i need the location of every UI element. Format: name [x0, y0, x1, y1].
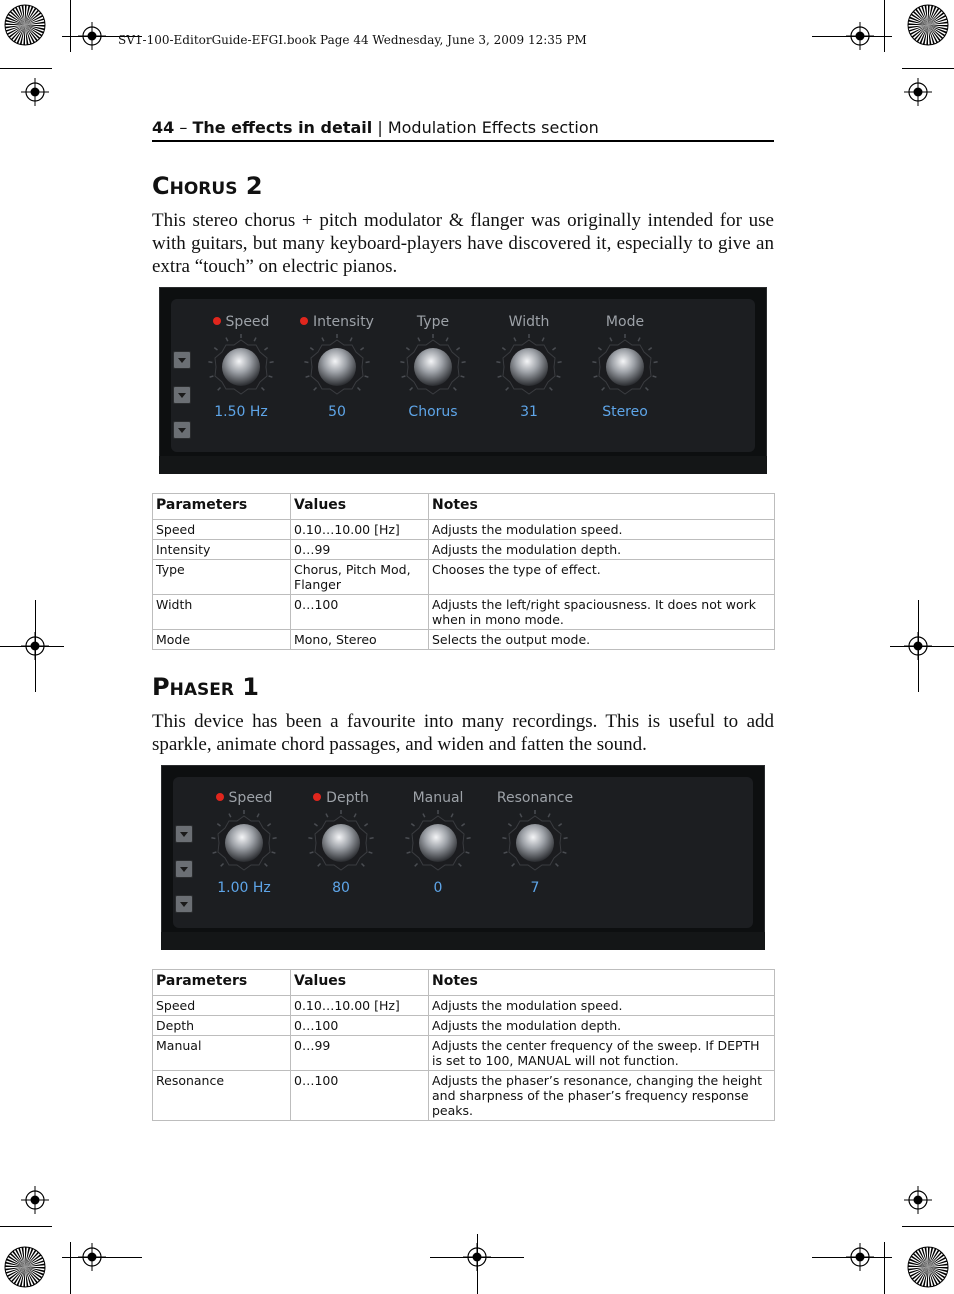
panel-footer	[159, 456, 767, 474]
knob-label-text: Intensity	[313, 314, 374, 330]
cell-notes: Adjusts the modulation speed.	[429, 996, 775, 1016]
phaser-description: This device has been a favourite into many recordings. This is useful to add sparkle, animate chord passages, and widen and fatten the sound.	[152, 711, 774, 755]
column-header-parameters: Parameters	[153, 494, 291, 520]
corner-rosette-bottom-right	[907, 1246, 949, 1288]
knob-label-text: Type	[416, 314, 450, 330]
phaser-heading-number: 1	[242, 673, 259, 701]
chorus-effect-panel	[159, 287, 767, 474]
knob-value: 1.00 Hz	[217, 880, 271, 896]
cell-values: 0…100	[291, 1016, 429, 1036]
knob-label-text: Width	[508, 314, 550, 330]
running-head	[152, 118, 774, 142]
knob-control-width[interactable]	[481, 314, 577, 420]
knob-dial[interactable]	[207, 806, 281, 880]
knob-value: 7	[530, 880, 540, 896]
cell-values: 0…100	[291, 595, 429, 630]
running-head-separator: |	[377, 118, 383, 137]
chapter-title: The effects in detail	[192, 118, 373, 137]
dropdown-arrow-button[interactable]	[175, 860, 193, 878]
knob-value: 80	[332, 880, 350, 896]
cell-parameter: Intensity	[153, 540, 291, 560]
knob-control-mode[interactable]	[577, 314, 673, 420]
cell-parameter: Depth	[153, 1016, 291, 1036]
cell-values: 0…99	[291, 540, 429, 560]
phaser-heading	[152, 673, 259, 701]
crop-line	[812, 36, 892, 37]
cell-notes: Selects the output mode.	[429, 630, 775, 650]
registration-mark	[904, 1186, 932, 1214]
corner-rosette-top-left	[4, 4, 46, 46]
knob-label-text: Speed	[228, 790, 273, 806]
cell-notes: Adjusts the modulation depth.	[429, 540, 775, 560]
knob-label	[196, 790, 292, 806]
crop-line	[884, 0, 885, 52]
cell-notes: Adjusts the left/right spaciousness. It does not work when in mono mode.	[429, 595, 775, 630]
panel-footer	[161, 932, 765, 950]
knob-label	[193, 314, 289, 330]
knob-dial[interactable]	[401, 806, 475, 880]
dropdown-arrow-button[interactable]	[175, 825, 193, 843]
knob-control-depth[interactable]	[293, 790, 389, 896]
crop-line	[62, 1257, 142, 1258]
phaser-heading-smallcaps: HASER	[169, 680, 234, 700]
knob-label-text: Speed	[225, 314, 270, 330]
knob-value: 0	[433, 880, 443, 896]
knob-label	[293, 790, 389, 806]
cell-values: 0…100	[291, 1071, 429, 1121]
cell-notes: Adjusts the phaser’s resonance, changing the height and sharpness of the phaser’s frequency response peaks.	[429, 1071, 775, 1121]
dropdown-arrow-button[interactable]	[173, 351, 191, 369]
crop-line	[0, 646, 64, 647]
column-header-parameters: Parameters	[153, 970, 291, 996]
chorus-heading-initial: C	[152, 172, 170, 200]
cell-parameter: Speed	[153, 520, 291, 540]
knob-label-text: Resonance	[496, 790, 574, 806]
table-row	[153, 1071, 775, 1121]
crop-line	[477, 1234, 478, 1294]
knob-dial[interactable]	[492, 330, 566, 404]
table-row	[153, 1036, 775, 1071]
cell-values: 0…99	[291, 1036, 429, 1071]
crop-line	[884, 1242, 885, 1294]
knob-label	[481, 314, 577, 330]
knob-control-resonance[interactable]	[487, 790, 583, 896]
column-header-values: Values	[291, 494, 429, 520]
knob-label-text: Mode	[605, 314, 645, 330]
table-row	[153, 520, 775, 540]
registration-mark	[904, 78, 932, 106]
knob-dial[interactable]	[498, 806, 572, 880]
knob-control-speed[interactable]	[196, 790, 292, 896]
corner-rosette-bottom-left	[4, 1246, 46, 1288]
knob-value: Stereo	[602, 404, 648, 420]
phaser-effect-panel	[161, 765, 765, 950]
cell-parameter: Type	[153, 560, 291, 595]
knob-dial[interactable]	[304, 806, 378, 880]
cell-parameter: Manual	[153, 1036, 291, 1071]
knob-control-type[interactable]	[385, 314, 481, 420]
phaser-heading-initial: P	[152, 673, 170, 701]
chorus-description: This stereo chorus + pitch modulator & flanger was originally intended for use with guitars, but many keyboard-players have discovered it, especially to give an extra “touch” on electric pianos.	[152, 210, 774, 277]
knob-dial[interactable]	[204, 330, 278, 404]
knob-dial[interactable]	[588, 330, 662, 404]
page-number: 44	[152, 118, 175, 137]
crop-line	[918, 600, 919, 692]
knob-label	[385, 314, 481, 330]
cell-parameter: Speed	[153, 996, 291, 1016]
cell-parameter: Mode	[153, 630, 291, 650]
chorus-heading	[152, 172, 263, 200]
table-row	[153, 996, 775, 1016]
knob-label-text: Depth	[326, 790, 369, 806]
table-row	[153, 1016, 775, 1036]
cell-values: 0.10…10.00 [Hz]	[291, 520, 429, 540]
knob-label	[289, 314, 385, 330]
knob-label-text: Manual	[412, 790, 464, 806]
knob-control-speed[interactable]	[193, 314, 289, 420]
table-row	[153, 560, 775, 595]
crop-line	[35, 600, 36, 692]
active-indicator-dot	[213, 317, 221, 325]
cell-notes: Chooses the type of effect.	[429, 560, 775, 595]
cell-values: Mono, Stereo	[291, 630, 429, 650]
cell-parameter: Width	[153, 595, 291, 630]
table-row	[153, 595, 775, 630]
knob-value: 31	[520, 404, 538, 420]
crop-line	[812, 1257, 892, 1258]
knob-control-intensity[interactable]	[289, 314, 385, 420]
crop-line	[890, 646, 954, 647]
table-row	[153, 630, 775, 650]
active-indicator-dot	[313, 793, 321, 801]
dropdown-arrow-button[interactable]	[175, 895, 193, 913]
knob-label	[390, 790, 486, 806]
print-slug: SV1-100-EditorGuide-EFGI.book Page 44 Wednesday, June 3, 2009 12:35 PM	[118, 33, 587, 47]
table-header-row	[153, 494, 775, 520]
section-title: Modulation Effects section	[387, 118, 599, 137]
knob-value: 50	[328, 404, 346, 420]
crop-line	[902, 68, 954, 69]
table-row	[153, 540, 775, 560]
cell-notes: Adjusts the modulation depth.	[429, 1016, 775, 1036]
active-indicator-dot	[216, 793, 224, 801]
dropdown-arrow-button[interactable]	[173, 421, 191, 439]
crop-line	[902, 1226, 954, 1227]
knob-label	[577, 314, 673, 330]
corner-rosette-top-right	[907, 4, 949, 46]
registration-mark	[21, 1186, 49, 1214]
crop-line	[70, 1242, 71, 1294]
column-header-notes: Notes	[429, 494, 775, 520]
crop-line	[0, 1226, 52, 1227]
knob-dial[interactable]	[396, 330, 470, 404]
registration-mark	[21, 78, 49, 106]
knob-dial[interactable]	[300, 330, 374, 404]
phaser-parameters-table	[152, 969, 775, 1121]
crop-line	[70, 0, 71, 52]
cell-values: 0.10…10.00 [Hz]	[291, 996, 429, 1016]
crop-line	[0, 68, 52, 69]
knob-value: Chorus	[408, 404, 458, 420]
knob-label	[487, 790, 583, 806]
cell-notes: Adjusts the modulation speed.	[429, 520, 775, 540]
chorus-parameters-table	[152, 493, 775, 650]
knob-control-manual[interactable]	[390, 790, 486, 896]
column-header-notes: Notes	[429, 970, 775, 996]
table-header-row	[153, 970, 775, 996]
running-head-dash: –	[179, 118, 188, 137]
cell-values: Chorus, Pitch Mod, Flanger	[291, 560, 429, 595]
chorus-heading-number: 2	[245, 172, 263, 200]
knob-value: 1.50 Hz	[214, 404, 268, 420]
dropdown-arrow-button[interactable]	[173, 386, 191, 404]
active-indicator-dot	[300, 317, 308, 325]
cell-parameter: Resonance	[153, 1071, 291, 1121]
chorus-heading-smallcaps: HORUS	[169, 179, 238, 199]
cell-notes: Adjusts the center frequency of the sweep. If DEPTH is set to 100, MANUAL will not function.	[429, 1036, 775, 1071]
column-header-values: Values	[291, 970, 429, 996]
